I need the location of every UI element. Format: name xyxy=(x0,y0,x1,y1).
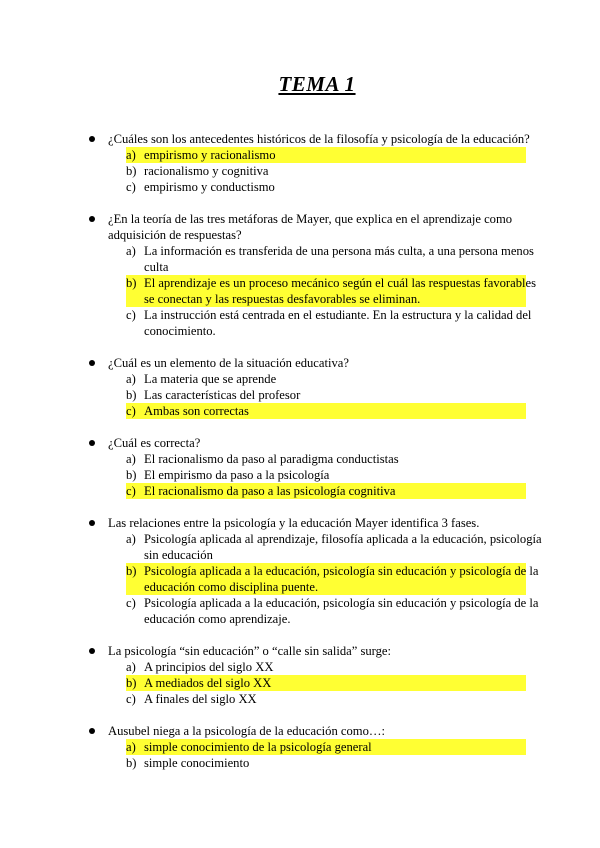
option-text: El racionalismo da paso al paradigma conductistas xyxy=(144,452,399,466)
answer-option xyxy=(0,659,600,675)
question-text xyxy=(0,643,600,659)
question-line: adquisición de respuestas? xyxy=(108,228,242,242)
page-title: TEMA 1 xyxy=(278,72,356,96)
option-letter: b) xyxy=(126,676,137,690)
option-text: Psicología aplicada a la educación, psicología sin educación y psicología de la xyxy=(144,596,539,610)
question-line: ¿Cuál es correcta? xyxy=(108,436,201,450)
option-text: educación como disciplina puente. xyxy=(144,580,319,594)
answer-option xyxy=(0,387,600,403)
option-text: racionalismo y cognitiva xyxy=(144,164,269,178)
option-text: educación como aprendizaje. xyxy=(144,612,291,626)
answer-option xyxy=(0,307,600,339)
answer-option xyxy=(0,147,600,163)
option-letter: b) xyxy=(126,756,137,770)
question-1 xyxy=(0,131,600,195)
question-3 xyxy=(0,355,600,419)
option-letter: b) xyxy=(126,468,137,482)
question-7 xyxy=(0,723,600,771)
option-text: empirismo y racionalismo xyxy=(144,148,276,162)
answer-option xyxy=(0,739,600,755)
question-text xyxy=(0,355,600,371)
question-4 xyxy=(0,435,600,499)
question-line: ¿Cuál es un elemento de la situación educativa? xyxy=(108,356,349,370)
option-text: A finales del siglo XX xyxy=(144,692,257,706)
option-text: La instrucción está centrada en el estudiante. En la estructura y la calidad del xyxy=(144,308,532,322)
bullet-icon xyxy=(89,728,95,734)
option-text: A principios del siglo XX xyxy=(144,660,274,674)
answer-option xyxy=(0,691,600,707)
answer-option xyxy=(0,163,600,179)
option-letter: c) xyxy=(126,308,136,322)
question-line: La psicología “sin educación” o “calle sin salida” surge: xyxy=(108,644,392,658)
bullet-icon xyxy=(89,216,95,222)
answer-option xyxy=(0,243,600,275)
option-letter: a) xyxy=(126,740,136,754)
question-5 xyxy=(0,515,600,627)
answer-option xyxy=(0,595,600,627)
option-letter: b) xyxy=(126,564,137,578)
option-letter: a) xyxy=(126,452,136,466)
option-letter: b) xyxy=(126,276,137,290)
answer-option xyxy=(0,403,600,419)
answer-option xyxy=(0,675,600,691)
question-line: Ausubel niega a la psicología de la educación como…: xyxy=(108,724,385,738)
option-text: La información es transferida de una persona más culta, a una persona menos xyxy=(144,244,534,258)
option-text: conocimiento. xyxy=(144,324,216,338)
option-letter: c) xyxy=(126,484,136,498)
answer-option xyxy=(0,275,600,307)
option-text: culta xyxy=(144,260,169,274)
question-text xyxy=(0,211,600,243)
bullet-icon xyxy=(89,648,95,654)
bullet-icon xyxy=(89,136,95,142)
option-text: simple conocimiento de la psicología general xyxy=(144,740,372,754)
question-line: Las relaciones entre la psicología y la educación Mayer identifica 3 fases. xyxy=(108,516,480,530)
option-letter: c) xyxy=(126,180,136,194)
option-letter: a) xyxy=(126,148,136,162)
question-line: ¿En la teoría de las tres metáforas de Mayer, que explica en el aprendizaje como xyxy=(108,212,513,226)
option-text: La materia que se aprende xyxy=(144,372,277,386)
option-text: sin educación xyxy=(144,548,213,562)
option-text: simple conocimiento xyxy=(144,756,250,770)
bullet-icon xyxy=(89,440,95,446)
option-text: Las características del profesor xyxy=(144,388,301,402)
answer-option xyxy=(0,371,600,387)
option-letter: a) xyxy=(126,532,136,546)
option-text: El aprendizaje es un proceso mecánico según el cuál las respuestas favorables xyxy=(144,276,536,290)
bullet-icon xyxy=(89,520,95,526)
option-letter: c) xyxy=(126,692,136,706)
answer-option xyxy=(0,467,600,483)
option-letter: a) xyxy=(126,372,136,386)
option-text: El racionalismo da paso a las psicología cognitiva xyxy=(144,484,396,498)
answer-option xyxy=(0,179,600,195)
answer-option xyxy=(0,483,600,499)
option-letter: a) xyxy=(126,244,136,258)
option-text: A mediados del siglo XX xyxy=(144,676,272,690)
option-letter: c) xyxy=(126,404,136,418)
answer-option xyxy=(0,531,600,563)
option-text: Ambas son correctas xyxy=(144,404,249,418)
option-letter: c) xyxy=(126,596,136,610)
question-text xyxy=(0,131,600,147)
answer-option xyxy=(0,563,600,595)
question-6 xyxy=(0,643,600,707)
option-text: se conectan y las respuestas desfavorables se eliminan. xyxy=(144,292,421,306)
question-text xyxy=(0,723,600,739)
option-text: empirismo y conductismo xyxy=(144,180,275,194)
question-2 xyxy=(0,211,600,339)
question-line: ¿Cuáles son los antecedentes históricos de la filosofía y psicología de la educación? xyxy=(108,132,530,146)
option-letter: b) xyxy=(126,388,137,402)
option-letter: b) xyxy=(126,164,137,178)
answer-option xyxy=(0,755,600,771)
answer-option xyxy=(0,451,600,467)
question-text xyxy=(0,435,600,451)
option-letter: a) xyxy=(126,660,136,674)
bullet-icon xyxy=(89,360,95,366)
option-text: Psicología aplicada a la educación, psicología sin educación y psicología de la xyxy=(144,564,539,578)
option-text: Psicología aplicada al aprendizaje, filosofía aplicada a la educación, psicología xyxy=(144,532,542,546)
option-text: El empirismo da paso a la psicología xyxy=(144,468,330,482)
question-text xyxy=(0,515,600,531)
